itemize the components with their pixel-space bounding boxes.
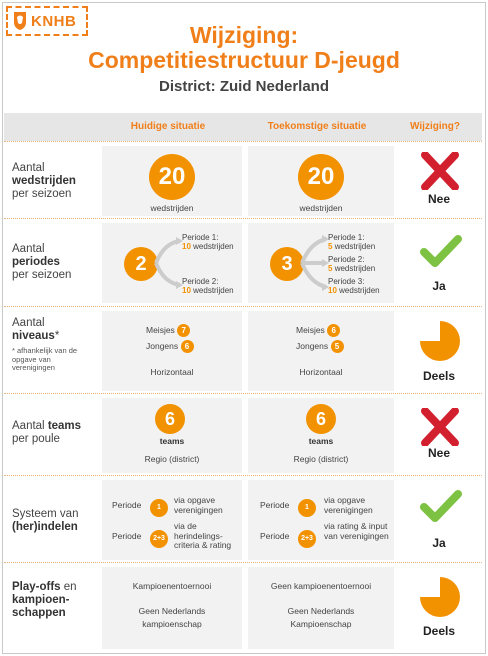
period-label: Periode — [260, 500, 290, 510]
period-badge: 1 — [150, 499, 168, 517]
period-label: Periode — [112, 500, 142, 510]
boys-count-badge: 6 — [181, 340, 194, 353]
future-cell — [248, 146, 394, 216]
boys-count-badge: 5 — [331, 340, 344, 353]
matches-count-badge: 20 — [149, 154, 195, 200]
row-wedstrijden — [4, 141, 482, 218]
column-header-current: Huidige situatie — [130, 121, 206, 132]
period-label: Periode — [112, 531, 142, 541]
current-cell — [102, 311, 242, 391]
period-2-label: Periode 2: 10 wedstrijden — [182, 277, 234, 295]
row-playoffs — [4, 562, 482, 652]
row-label: Aantal periodes per seizoen — [12, 243, 72, 281]
matches-unit: wedstrijden — [150, 203, 194, 213]
pie-partial-icon — [418, 575, 462, 619]
girls-row: Meisjes 7 — [146, 324, 190, 337]
row-label: Aantal wedstrijden per seizoen — [12, 162, 76, 200]
cross-icon — [420, 152, 460, 190]
row-teams — [4, 393, 482, 475]
check-icon — [420, 235, 462, 269]
row-label: Aantal niveaus* — [12, 317, 60, 342]
period-badge: 2+3 — [298, 530, 316, 548]
period-label: Periode — [260, 531, 290, 541]
future-cell — [248, 311, 394, 391]
current-cell — [102, 146, 242, 216]
column-header-change: Wijziging? — [410, 121, 460, 132]
row-niveaus — [4, 306, 482, 393]
teams-unit: teams — [159, 436, 185, 446]
championship-text: Geen Nederlands kampioenschap — [138, 606, 206, 629]
row-label: Play-offs en kampioen- schappen — [12, 581, 77, 619]
matches-unit: wedstrijden — [299, 203, 343, 213]
row-label: Systeem van (her)indelen — [12, 508, 79, 533]
period-method: via rating & input van verenigingen — [324, 521, 389, 541]
period-1-label: Periode 1: 10 wedstrijden — [182, 233, 234, 251]
girls-count-badge: 7 — [177, 324, 190, 337]
split-arrows-icon — [300, 233, 330, 293]
boys-row: Jongens 6 — [146, 340, 194, 353]
periods-count-badge: 3 — [270, 247, 304, 281]
page-title-line1: Wijziging: — [189, 22, 299, 48]
period-method: via opgave verenigingen — [174, 495, 223, 515]
period-badge: 2+3 — [150, 530, 168, 548]
teams-count-badge: 6 — [155, 404, 185, 434]
row-label: Aantal teams per poule — [12, 420, 82, 445]
level-type: Horizontaal — [299, 367, 343, 377]
championship-text: Geen Nederlands Kampioenschap — [287, 606, 355, 629]
period-3-label: Periode 3: 10 wedstrijden — [328, 277, 380, 295]
tournament-text: Kampioenentoernooi — [132, 581, 212, 591]
periods-count-badge: 2 — [124, 247, 158, 281]
row-periodes — [4, 218, 482, 306]
verdict-label: Ja — [432, 279, 446, 293]
verdict-label: Deels — [422, 624, 456, 638]
pie-partial-icon — [418, 319, 462, 363]
girls-row: Meisjes 6 — [296, 324, 340, 337]
region-text: Regio (district) — [144, 454, 200, 464]
footnote: * afhankelijk van de opgave van verenigingen — [12, 346, 78, 372]
matches-count-badge: 20 — [298, 154, 344, 200]
future-cell — [248, 398, 394, 473]
verdict-label: Nee — [427, 446, 450, 460]
future-cell — [248, 567, 394, 649]
level-type: Horizontaal — [150, 367, 194, 377]
column-header-future: Toekomstige situatie — [267, 121, 367, 132]
teams-count-badge: 6 — [306, 404, 336, 434]
current-cell — [102, 398, 242, 473]
boys-row: Jongens 5 — [296, 340, 344, 353]
current-cell — [102, 567, 242, 649]
row-herindelen — [4, 475, 482, 562]
girls-count-badge: 6 — [327, 324, 340, 337]
region-text: Regio (district) — [293, 454, 349, 464]
verdict-label: Nee — [427, 192, 450, 206]
period-method: via de herindelings- criteria & rating — [174, 521, 232, 550]
verdict-label: Ja — [432, 536, 446, 550]
cross-icon — [420, 408, 460, 446]
teams-unit: teams — [308, 436, 334, 446]
district-subtitle: District: Zuid Nederland — [158, 78, 330, 95]
period-2-label: Periode 2: 5 wedstrijden — [328, 255, 376, 273]
tournament-text: Geen kampioenentoernooi — [270, 581, 372, 591]
page-title-line2: Competitiestructuur D-jeugd — [88, 47, 400, 73]
logo-text: KNHB — [31, 12, 77, 30]
split-arrows-icon — [154, 235, 184, 291]
period-1-label: Periode 1: 5 wedstrijden — [328, 233, 376, 251]
future-cell — [248, 223, 394, 303]
current-cell — [102, 223, 242, 303]
future-cell — [248, 480, 394, 560]
period-method: via opgave verenigingen — [324, 495, 373, 515]
current-cell — [102, 480, 242, 560]
column-header-row — [4, 113, 482, 141]
period-badge: 1 — [298, 499, 316, 517]
verdict-label: Deels — [422, 369, 456, 383]
check-icon — [420, 490, 462, 524]
